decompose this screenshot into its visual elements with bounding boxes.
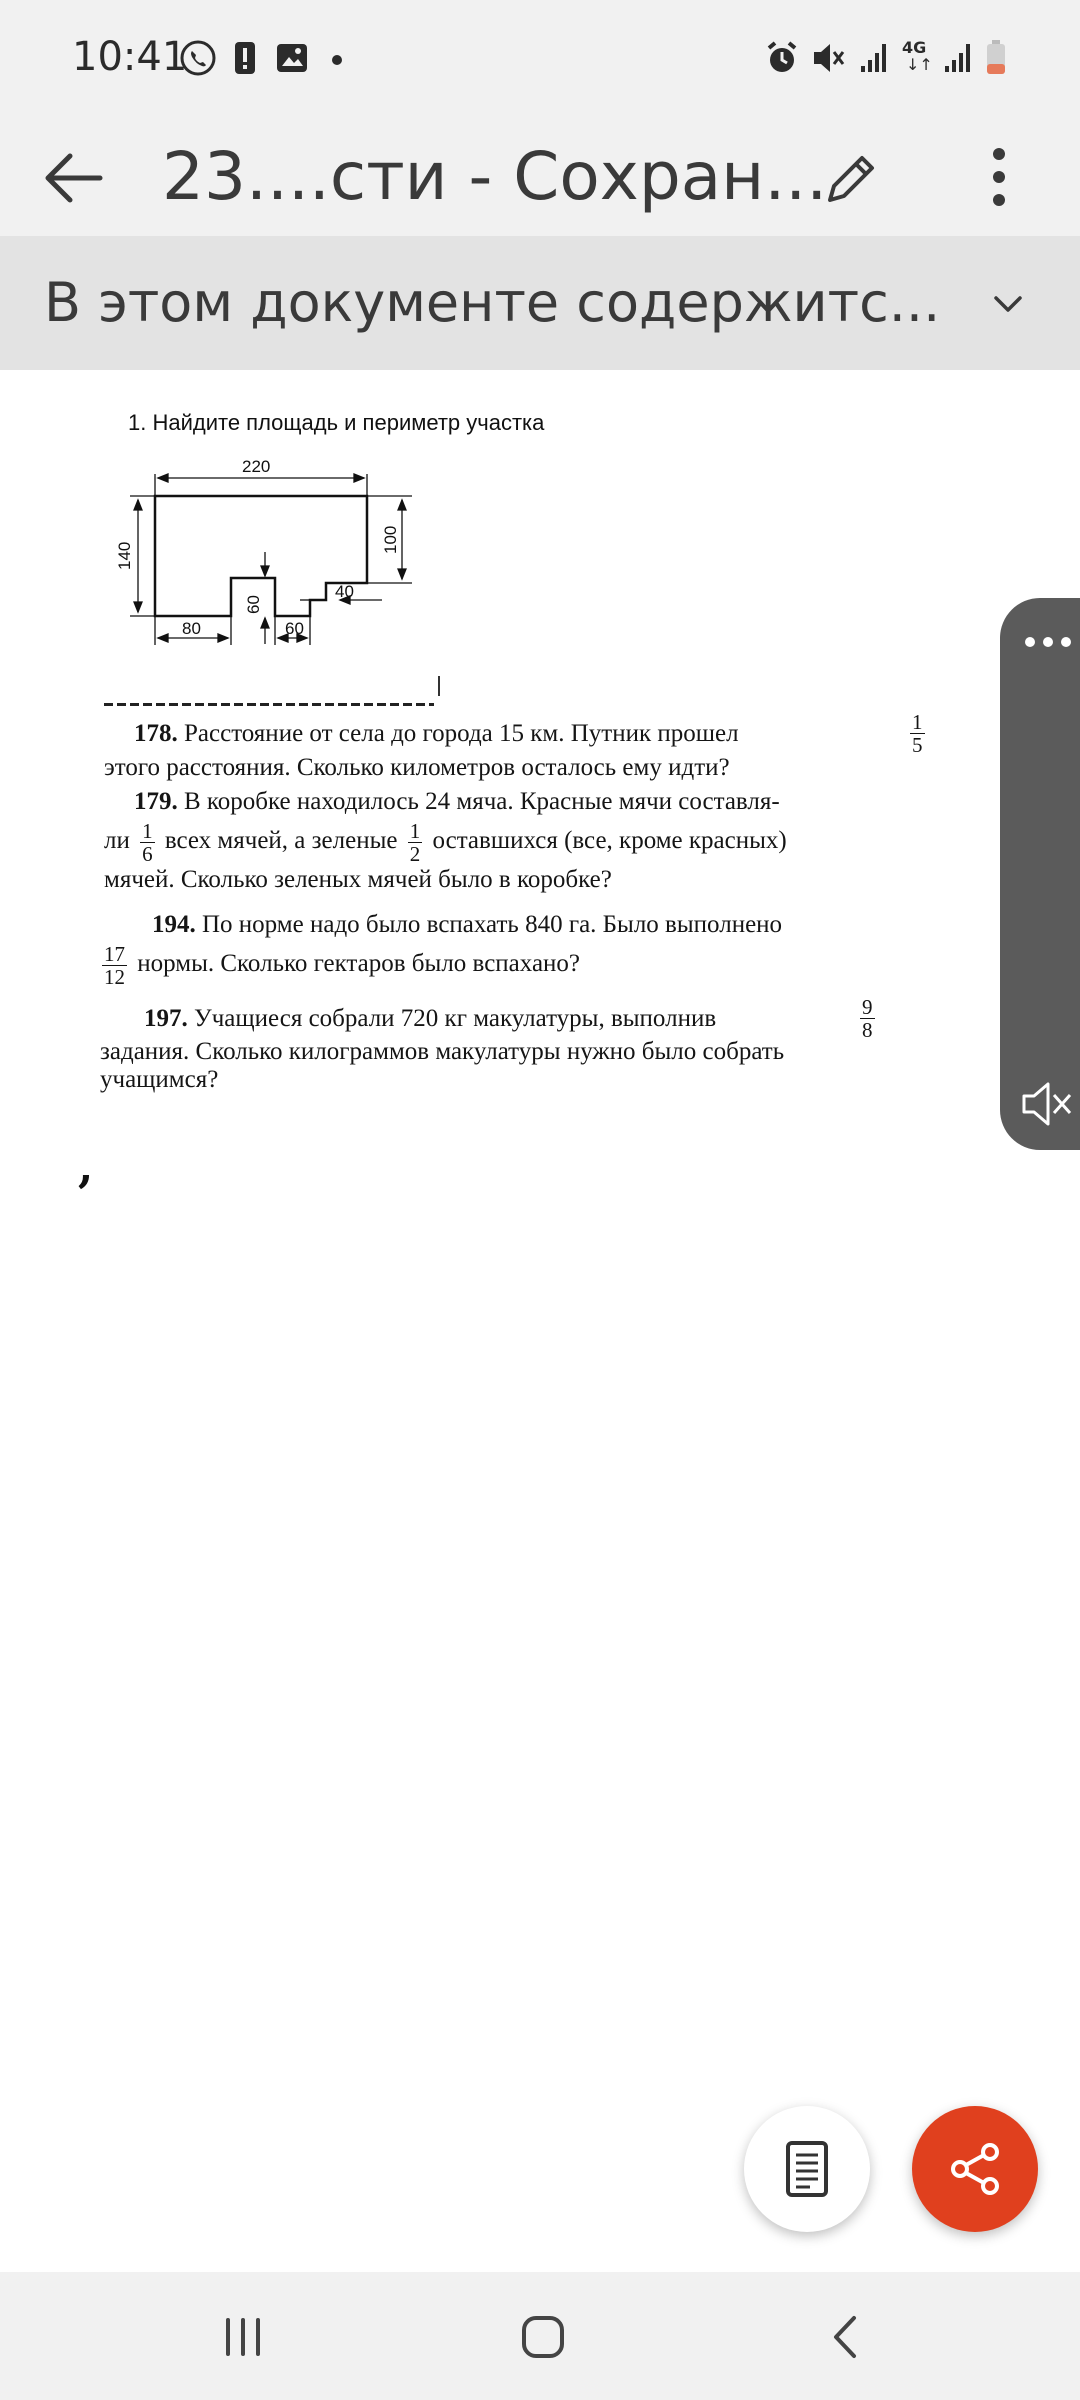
dim-label-bottom: 60: [285, 619, 304, 638]
document-icon: [784, 2140, 830, 2198]
mute-status-icon: [810, 38, 846, 78]
fraction-numerator: 1: [912, 710, 923, 734]
problem-text: всех мячей, а зеленые: [164, 827, 398, 854]
document-title: 23....сти - Сохран...: [162, 138, 828, 215]
share-icon: [946, 2140, 1004, 2198]
fraction: [860, 996, 875, 1041]
fraction-denominator: 5: [912, 733, 923, 757]
edit-pencil-icon[interactable]: [820, 148, 882, 210]
dot-icon: [330, 38, 344, 78]
banner-text: В этом документе содержитс...: [44, 271, 941, 334]
fraction-denominator: 6: [142, 841, 153, 866]
fraction: [910, 711, 925, 756]
problem-text: мячей. Сколько зеленых мячей было в коробке?: [104, 866, 612, 893]
fraction-denominator: 8: [862, 1018, 873, 1042]
problem-text: Учащиеся собрали 720 кг макулатуры, выполнив: [194, 1005, 717, 1032]
more-horiz-icon[interactable]: [1022, 634, 1074, 650]
dim-label-notch: 60: [244, 595, 263, 614]
app-bar: [0, 118, 1080, 237]
problem-178: [104, 710, 934, 785]
recent-apps-icon[interactable]: [220, 2316, 266, 2358]
problem-text: задания. Сколько килограммов макулатуры нужно было собрать: [100, 1038, 785, 1065]
dim-label-right: 100: [381, 525, 400, 554]
info-banner[interactable]: [0, 236, 1080, 370]
home-icon[interactable]: [520, 2314, 566, 2360]
dim-label-left: 140: [115, 541, 134, 570]
problem-197: [100, 995, 930, 1094]
system-nav-bar: [0, 2272, 1080, 2400]
battery-alert-icon: [230, 38, 260, 78]
problem-number: 179.: [134, 788, 178, 815]
fraction: [408, 820, 423, 865]
problem-179: [104, 785, 934, 897]
plot-figure: [100, 450, 440, 680]
problem-number: 197.: [144, 1005, 188, 1032]
fraction-denominator: 12: [104, 964, 125, 989]
task-title: 1. Найдите площадь и периметр участка: [128, 410, 545, 435]
problem-194: [104, 908, 934, 989]
mute-icon[interactable]: [1020, 1078, 1076, 1130]
problem-number: 178.: [134, 720, 178, 747]
dim-label-step: 40: [335, 582, 354, 601]
problem-text: этого расстояния. Сколько километров осталось ему идти?: [104, 754, 730, 781]
alarm-icon: [764, 38, 800, 78]
network-type-label: 4G: [902, 38, 927, 57]
viber-icon: [178, 38, 218, 78]
problem-text: В коробке находилось 24 мяча. Красные мячи составля-: [184, 788, 780, 815]
dim-label-top: 220: [242, 457, 271, 476]
dim-label-bottom-left: 80: [182, 619, 201, 638]
chevron-down-icon[interactable]: [990, 286, 1026, 322]
fraction: [140, 820, 155, 865]
problem-number: 194.: [152, 911, 196, 938]
problem-text: ли: [104, 827, 130, 854]
fraction-numerator: 9: [862, 995, 873, 1019]
problem-text: Расстояние от села до города 15 км. Путник прошел: [184, 720, 739, 747]
document-fab[interactable]: [744, 2106, 870, 2232]
share-fab[interactable]: [912, 2106, 1038, 2232]
battery-low-icon: [984, 38, 1008, 78]
problem-text: нормы. Сколько гектаров было вспахано?: [137, 950, 581, 977]
back-arrow-icon[interactable]: [40, 148, 104, 208]
status-bar: [0, 0, 1080, 118]
cropped-text-line: [104, 703, 434, 711]
problem-text: оставшихся (все, кроме красных): [432, 827, 787, 854]
fraction-numerator: 1: [409, 818, 421, 843]
data-arrows: ↓↑: [906, 55, 933, 74]
problem-text: По норме надо было вспахать 840 га. Было выполнено: [202, 911, 783, 938]
text-cursor: [438, 676, 440, 696]
document-page: [0, 370, 1080, 1200]
more-vert-icon[interactable]: [984, 144, 1014, 210]
fraction-numerator: 1: [142, 818, 153, 843]
floating-side-panel[interactable]: [1000, 598, 1080, 1150]
stray-mark: ,: [78, 1142, 94, 1193]
network-type-icon: [900, 38, 936, 78]
signal-icon-1: [858, 38, 888, 78]
fraction-numerator: 17: [104, 941, 125, 966]
nav-back-icon[interactable]: [830, 2314, 860, 2360]
fraction: [102, 943, 127, 988]
signal-icon-2: [942, 38, 972, 78]
fraction-denominator: 2: [409, 841, 421, 866]
problem-text: учащимся?: [100, 1066, 219, 1093]
gallery-icon: [274, 38, 310, 78]
status-time: 10:41: [72, 34, 188, 80]
